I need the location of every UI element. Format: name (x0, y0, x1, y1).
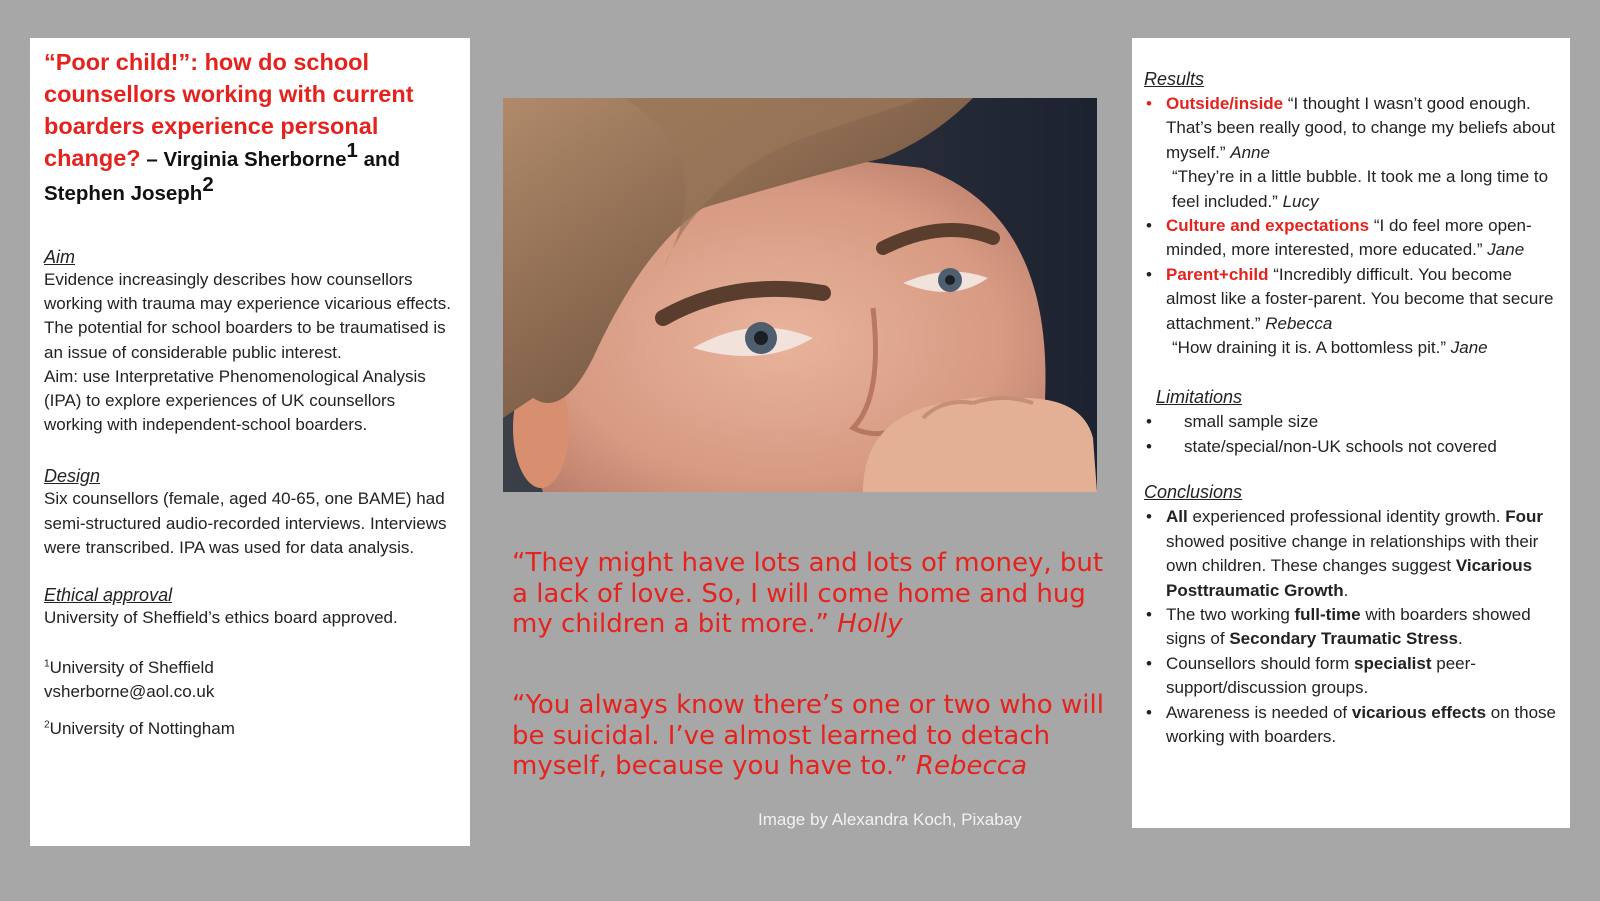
c2-text-2: with boarders showed signs of (1166, 604, 1531, 649)
result-3-heading: Parent+child (1166, 264, 1269, 284)
left-panel (30, 38, 470, 846)
result-outside-inside (1144, 92, 1556, 214)
author-1-sup: 1 (346, 139, 358, 163)
result-culture (1144, 214, 1556, 263)
email-link[interactable]: vsherborne@aol.co.uk (44, 682, 215, 702)
c3-bold-1: specialist (1354, 653, 1432, 673)
affiliation-1-text: University of Sheffield (49, 658, 214, 678)
c2-text-1: The two working (1166, 604, 1295, 624)
c2-bold-1: full-time (1294, 604, 1361, 624)
quote-1-name: Holly (837, 609, 903, 639)
quote-2-text: “You always know there’s one or two who will be suicidal. I’ve almost learned to detach myself, because you have to.” (512, 690, 1104, 781)
result-1-name: Anne (1230, 142, 1270, 162)
boy-face-illustration (503, 98, 1097, 492)
right-panel (1132, 38, 1570, 828)
aim-section (44, 246, 456, 437)
c1-bold-2: Four (1505, 507, 1544, 527)
author-2: Stephen Joseph (44, 182, 203, 205)
c1-bold-3: Vicarious Posttraumatic Growth (1166, 556, 1533, 600)
image-credit: Image by Alexandra Koch, Pixabay (758, 810, 1022, 829)
result-3-name-2: Jane (1450, 338, 1488, 358)
conclusion-2 (1144, 603, 1556, 652)
author-2-sup: 2 (202, 173, 214, 197)
c2-text-3: . (1457, 629, 1463, 649)
boy-photo (503, 98, 1097, 492)
ethics-heading: Ethical approval (44, 585, 173, 606)
affiliation-2-sup: 2 (44, 718, 50, 730)
ethics-section (44, 584, 456, 630)
results-heading: Results (1144, 69, 1205, 89)
poster-title (44, 46, 456, 210)
conclusion-1 (1144, 505, 1556, 603)
result-1-name-2: Lucy (1282, 191, 1319, 211)
limitations-section (1144, 386, 1556, 459)
quote-1-text: “They might have lots and lots of money, but a lack of love. So, I will come home and hug my children a bit more.” (512, 548, 1104, 639)
result-1-quote-2: “They’re in a little bubble. It took me a long time to feel included.” (1172, 167, 1549, 211)
quote-holly (512, 548, 1112, 640)
title-dash: – (140, 148, 164, 171)
ethics-text: University of Sheffield’s ethics board approved. (44, 608, 398, 628)
c1-text-3: . (1343, 580, 1349, 600)
c1-bold-1: All (1166, 507, 1188, 527)
result-1-quote: “I thought I wasn’t good enough. That’s been really good, to change my beliefs about myself.” (1166, 94, 1556, 162)
result-1-quote-2-line (1166, 165, 1556, 214)
quote-2-name: Rebecca (915, 751, 1028, 781)
affiliation-2-text: University of Nottingham (49, 718, 235, 738)
conclusion-4 (1144, 701, 1556, 750)
result-parent-child (1144, 263, 1556, 361)
limitation-1: • small sample size (1144, 410, 1556, 434)
aim-heading: Aim (44, 247, 75, 267)
affiliation-1 (44, 656, 456, 680)
result-3-quote-2-line (1166, 336, 1556, 360)
affiliation-2 (44, 717, 456, 741)
result-1-heading: Outside/inside (1166, 94, 1284, 113)
quote-rebecca (512, 690, 1112, 782)
c4-text-1: Awareness is needed of (1166, 702, 1352, 722)
c3-text-2: peer-support/discussion groups. (1166, 653, 1476, 698)
c1-text-1: experienced professional identity growth. (1187, 507, 1506, 527)
c2-bold-2: Secondary Traumatic Stress (1229, 629, 1458, 649)
limitations-heading: Limitations (1156, 387, 1243, 408)
result-3-name: Rebecca (1265, 313, 1333, 333)
author-1: Virginia Sherborne (163, 148, 347, 171)
affiliation-1-sup: 1 (44, 658, 50, 670)
design-text: Six counsellors (female, aged 40-65, one BAME) had semi-structured audio-recorded interviews. Interviews were transcribed. IPA was used for data analysis. (44, 489, 447, 557)
design-section (44, 465, 456, 560)
aim-text-1: Evidence increasingly describes how counsellors working with trauma may experience vicarious effects. The potential for school boarders to be traumatised is an issue of considerable public interest. (44, 270, 451, 362)
conclusions-section (1144, 481, 1556, 749)
limitations-list (1144, 410, 1556, 459)
results-list (1144, 92, 1556, 360)
title-text: “Poor child!”: how do school counsellors working with current boarders experience personal change? (44, 49, 414, 171)
result-2-quote: “I do feel more open-minded, more interested, more educated.” (1166, 216, 1532, 260)
aim-text-2: Aim: use Interpretative Phenomenological Analysis (IPA) to explore experiences of UK counsellors working with independent-school boarders. (44, 366, 426, 435)
c4-bold-1: vicarious effects (1351, 702, 1487, 722)
conclusions-list (1144, 505, 1556, 749)
affiliations (44, 656, 456, 741)
c3-text-1: Counsellors should form (1166, 653, 1355, 673)
c1-text-2: showed positive change in relationships with their own children. These changes suggest (1166, 531, 1539, 576)
design-heading: Design (44, 466, 101, 487)
limitation-2: • state/special/non-UK schools not covered (1144, 435, 1556, 459)
result-2-heading: Culture and expectations (1166, 216, 1370, 236)
author-and: and (357, 148, 401, 171)
result-2-name: Jane (1487, 240, 1525, 260)
c4-text-2: on those working with boarders. (1166, 702, 1557, 746)
result-3-quote: “Incredibly difficult. You become almost like a foster-parent. You become that secure attachment.” (1166, 264, 1554, 333)
result-3-quote-2: “How draining it is. A bottomless pit.” (1172, 338, 1451, 358)
conclusion-3 (1144, 652, 1556, 701)
conclusions-heading: Conclusions (1144, 482, 1243, 503)
